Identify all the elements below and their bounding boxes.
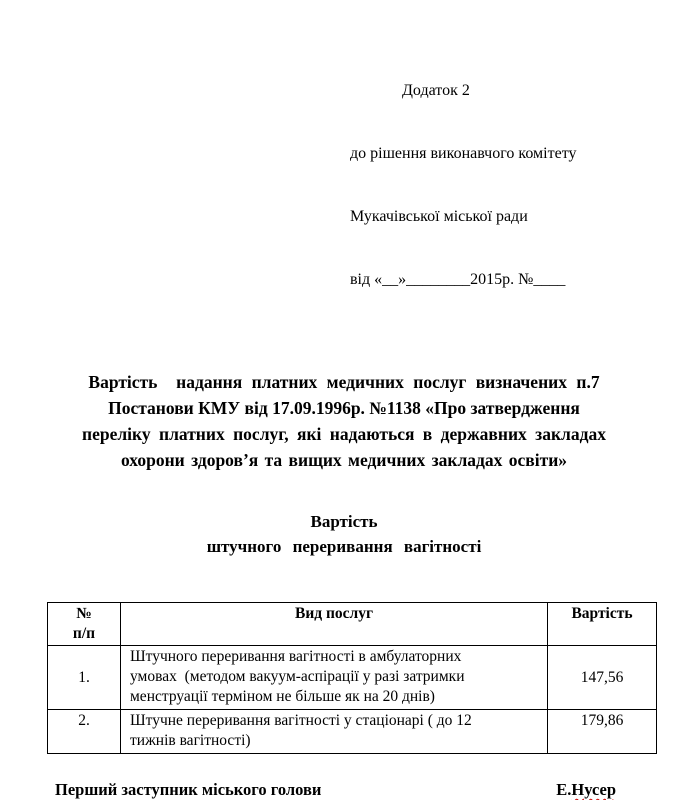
subtitle-line-2: штучного переривання вагітності [206,537,482,556]
table-row-1 [48,646,657,710]
appendix-line-council: Мукачівської міської ради [350,208,528,225]
row2-price-cell: 179,86 [548,710,657,754]
row1-service-line-3: менструації терміном не більше як на 20 днів) [130,688,435,705]
row2-service-line-2: тижнів вагітності) [130,732,251,749]
title-line-4: охорони здоров’я та вищих медичних закладах освіти» [120,450,568,470]
signature-title: Перший заступник міського голови [55,780,322,799]
row1-price-cell: 147,56 [548,646,657,710]
table-header-row [48,603,657,646]
signature-name-surname: Нусер [571,780,616,799]
row1-service-line-1: Штучного переривання вагітності в амбулаторних [130,648,462,665]
document-subtitle [0,509,688,559]
row1-num-cell: 1. [48,646,121,710]
header-cell-service: Вид послуг [121,603,548,646]
appendix-line-decision: до рішення виконавчого комітету [350,145,577,162]
title-line-2: Постанови КМУ від 17.09.1996р. №1138 «Про затвердження [108,398,580,418]
signature-name-initial: Е. [556,780,572,799]
appendix-header [350,0,688,332]
row2-service-cell [121,710,548,754]
price-table [47,602,657,754]
row2-num-cell: 2. [48,710,121,754]
table-row-2 [48,710,657,754]
appendix-number: Додаток 2 [402,82,470,99]
signature-name [556,780,616,800]
subtitle-line-1: Вартість [310,512,378,531]
row2-service-line-1: Штучне переривання вагітності у стаціонарі ( до 12 [130,712,472,729]
header-cell-num [48,603,121,646]
header-num-line-2: п/п [72,625,96,642]
header-cell-price: Вартість [548,603,657,646]
title-line-3: переліку платних послуг, які надаються в державних закладах [82,424,606,444]
header-num-line-1: № [76,605,92,622]
document-title [0,369,688,473]
title-line-1: Вартість надання платних медичних послуг визначених п.7 [88,372,600,392]
appendix-line-date: від «__»________2015р. №____ [350,271,566,288]
signature-row [0,780,688,800]
row1-service-cell [121,646,548,710]
row1-service-line-2: умовах (методом вакуум-аспірації у разі затримки [130,668,465,685]
